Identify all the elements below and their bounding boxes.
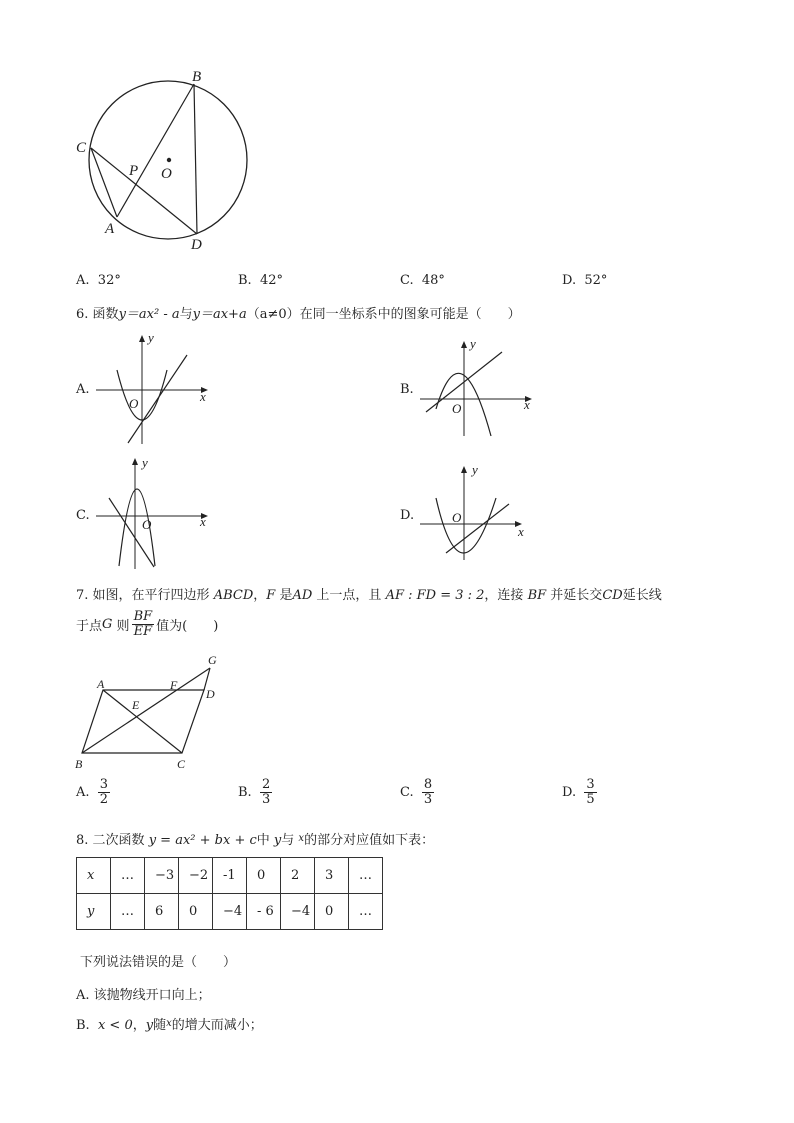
q6-graph-b — [416, 336, 541, 441]
q7-stem-line2: 于点 G 则 $\frac{BF}{EF}$ 值为( ) — [76, 609, 219, 640]
q6-a-origin: O — [129, 396, 139, 411]
table-cell: −4 — [281, 894, 315, 930]
label-d: D — [191, 237, 202, 253]
table-cell: −2 — [179, 858, 213, 894]
label-p: P — [129, 163, 139, 179]
q7-option-c: C. $\frac{8}{3}$ — [400, 777, 433, 808]
q7-option-b: B. $\frac{2}{3}$ — [238, 777, 271, 808]
label-e: E — [132, 698, 140, 712]
q5-circle-figure — [70, 62, 260, 257]
table-cell: 3 — [315, 858, 349, 894]
table-cell: −4 — [213, 894, 247, 930]
q6-b-y-label: y — [470, 336, 476, 351]
diagonal-ac — [103, 690, 182, 753]
table-cell: 0 — [179, 894, 213, 930]
q6-option-c-letter: C. — [76, 508, 90, 523]
table-cell: … — [349, 858, 383, 894]
label-b: B — [75, 757, 83, 771]
label-a: A — [105, 221, 115, 237]
q6-graph-c — [92, 452, 217, 572]
q6-option-b-letter: B. — [400, 382, 414, 397]
table-cell: … — [349, 894, 383, 930]
table-cell: … — [111, 894, 145, 930]
table-cell: 0 — [315, 894, 349, 930]
label-g: G — [208, 653, 217, 667]
q8-option-b: B. x < 0，y随$^x$的增大而减小； — [76, 1018, 263, 1033]
q6-c-y-label: y — [142, 455, 148, 470]
label-c: C — [76, 140, 87, 156]
label-a: A — [97, 677, 105, 691]
table-cell: - 6 — [247, 894, 281, 930]
q6-stem: 6. 函数y＝ax² - a与y＝ax+a（a≠0）在同一坐标系中的图象可能是（ ） — [76, 307, 521, 322]
q6-d-y-label: y — [472, 462, 478, 477]
table-cell: y — [77, 894, 111, 930]
table-cell: … — [111, 858, 145, 894]
label-f: F — [170, 678, 178, 692]
table-cell: -1 — [213, 858, 247, 894]
q5-option-b: B. 42° — [238, 273, 283, 288]
label-d: D — [206, 687, 215, 701]
q6-option-a-letter: A. — [76, 382, 90, 397]
q5-option-a: A. 32° — [76, 273, 121, 288]
table-row — [77, 858, 383, 894]
table-row — [77, 894, 383, 930]
q6-a-y-label: y — [148, 330, 154, 345]
q6-b-x-label: x — [524, 397, 530, 412]
q6-c-x-label: x — [200, 514, 206, 529]
q8-option-a: A. 该抛物线开口向上； — [76, 988, 211, 1003]
q5-option-c: C. 48° — [400, 273, 445, 288]
q8-value-table — [76, 857, 383, 930]
table-cell: 6 — [145, 894, 179, 930]
q7-fraction: $\frac{BF}{EF}$ — [133, 609, 153, 640]
q6-option-d-letter: D. — [400, 508, 415, 523]
q6-graph-d — [416, 458, 541, 563]
table-cell: x — [77, 858, 111, 894]
q6-d-x-label: x — [518, 524, 524, 539]
q7-parallelogram-figure — [70, 648, 230, 776]
q6-d-origin: O — [452, 510, 462, 525]
label-c: C — [177, 757, 186, 771]
q6-a-x-label: x — [200, 389, 206, 404]
q7-option-d: D. $\frac{3}{5}$ — [562, 777, 595, 808]
table-cell: 0 — [247, 858, 281, 894]
label-o: O — [161, 166, 172, 182]
q6-c-origin: O — [142, 517, 152, 532]
chord-ab — [117, 84, 194, 217]
q6-b-origin: O — [452, 401, 462, 416]
center-dot — [167, 158, 171, 162]
label-b: B — [192, 69, 202, 85]
q8-question: 下列说法错误的是（ ） — [80, 955, 237, 970]
q7-option-a: A. $\frac{3}{2}$ — [76, 777, 109, 808]
chord-bd — [194, 84, 197, 234]
q7-stem-line1: 7. 如图，在平行四边形 ABCD，F 是AD 上一点，且 AF : FD = 3 : 2，连接 BF 并延长交CD延长线 — [76, 588, 662, 603]
q5-option-d: D. 52° — [562, 273, 608, 288]
q6-graph-a — [92, 330, 217, 450]
table-cell: −3 — [145, 858, 179, 894]
q8-stem: 8. 二次函数 y = ax² + bx + c中 y与 $^x$的部分对应值如下表： — [76, 833, 435, 848]
table-cell: 2 — [281, 858, 315, 894]
